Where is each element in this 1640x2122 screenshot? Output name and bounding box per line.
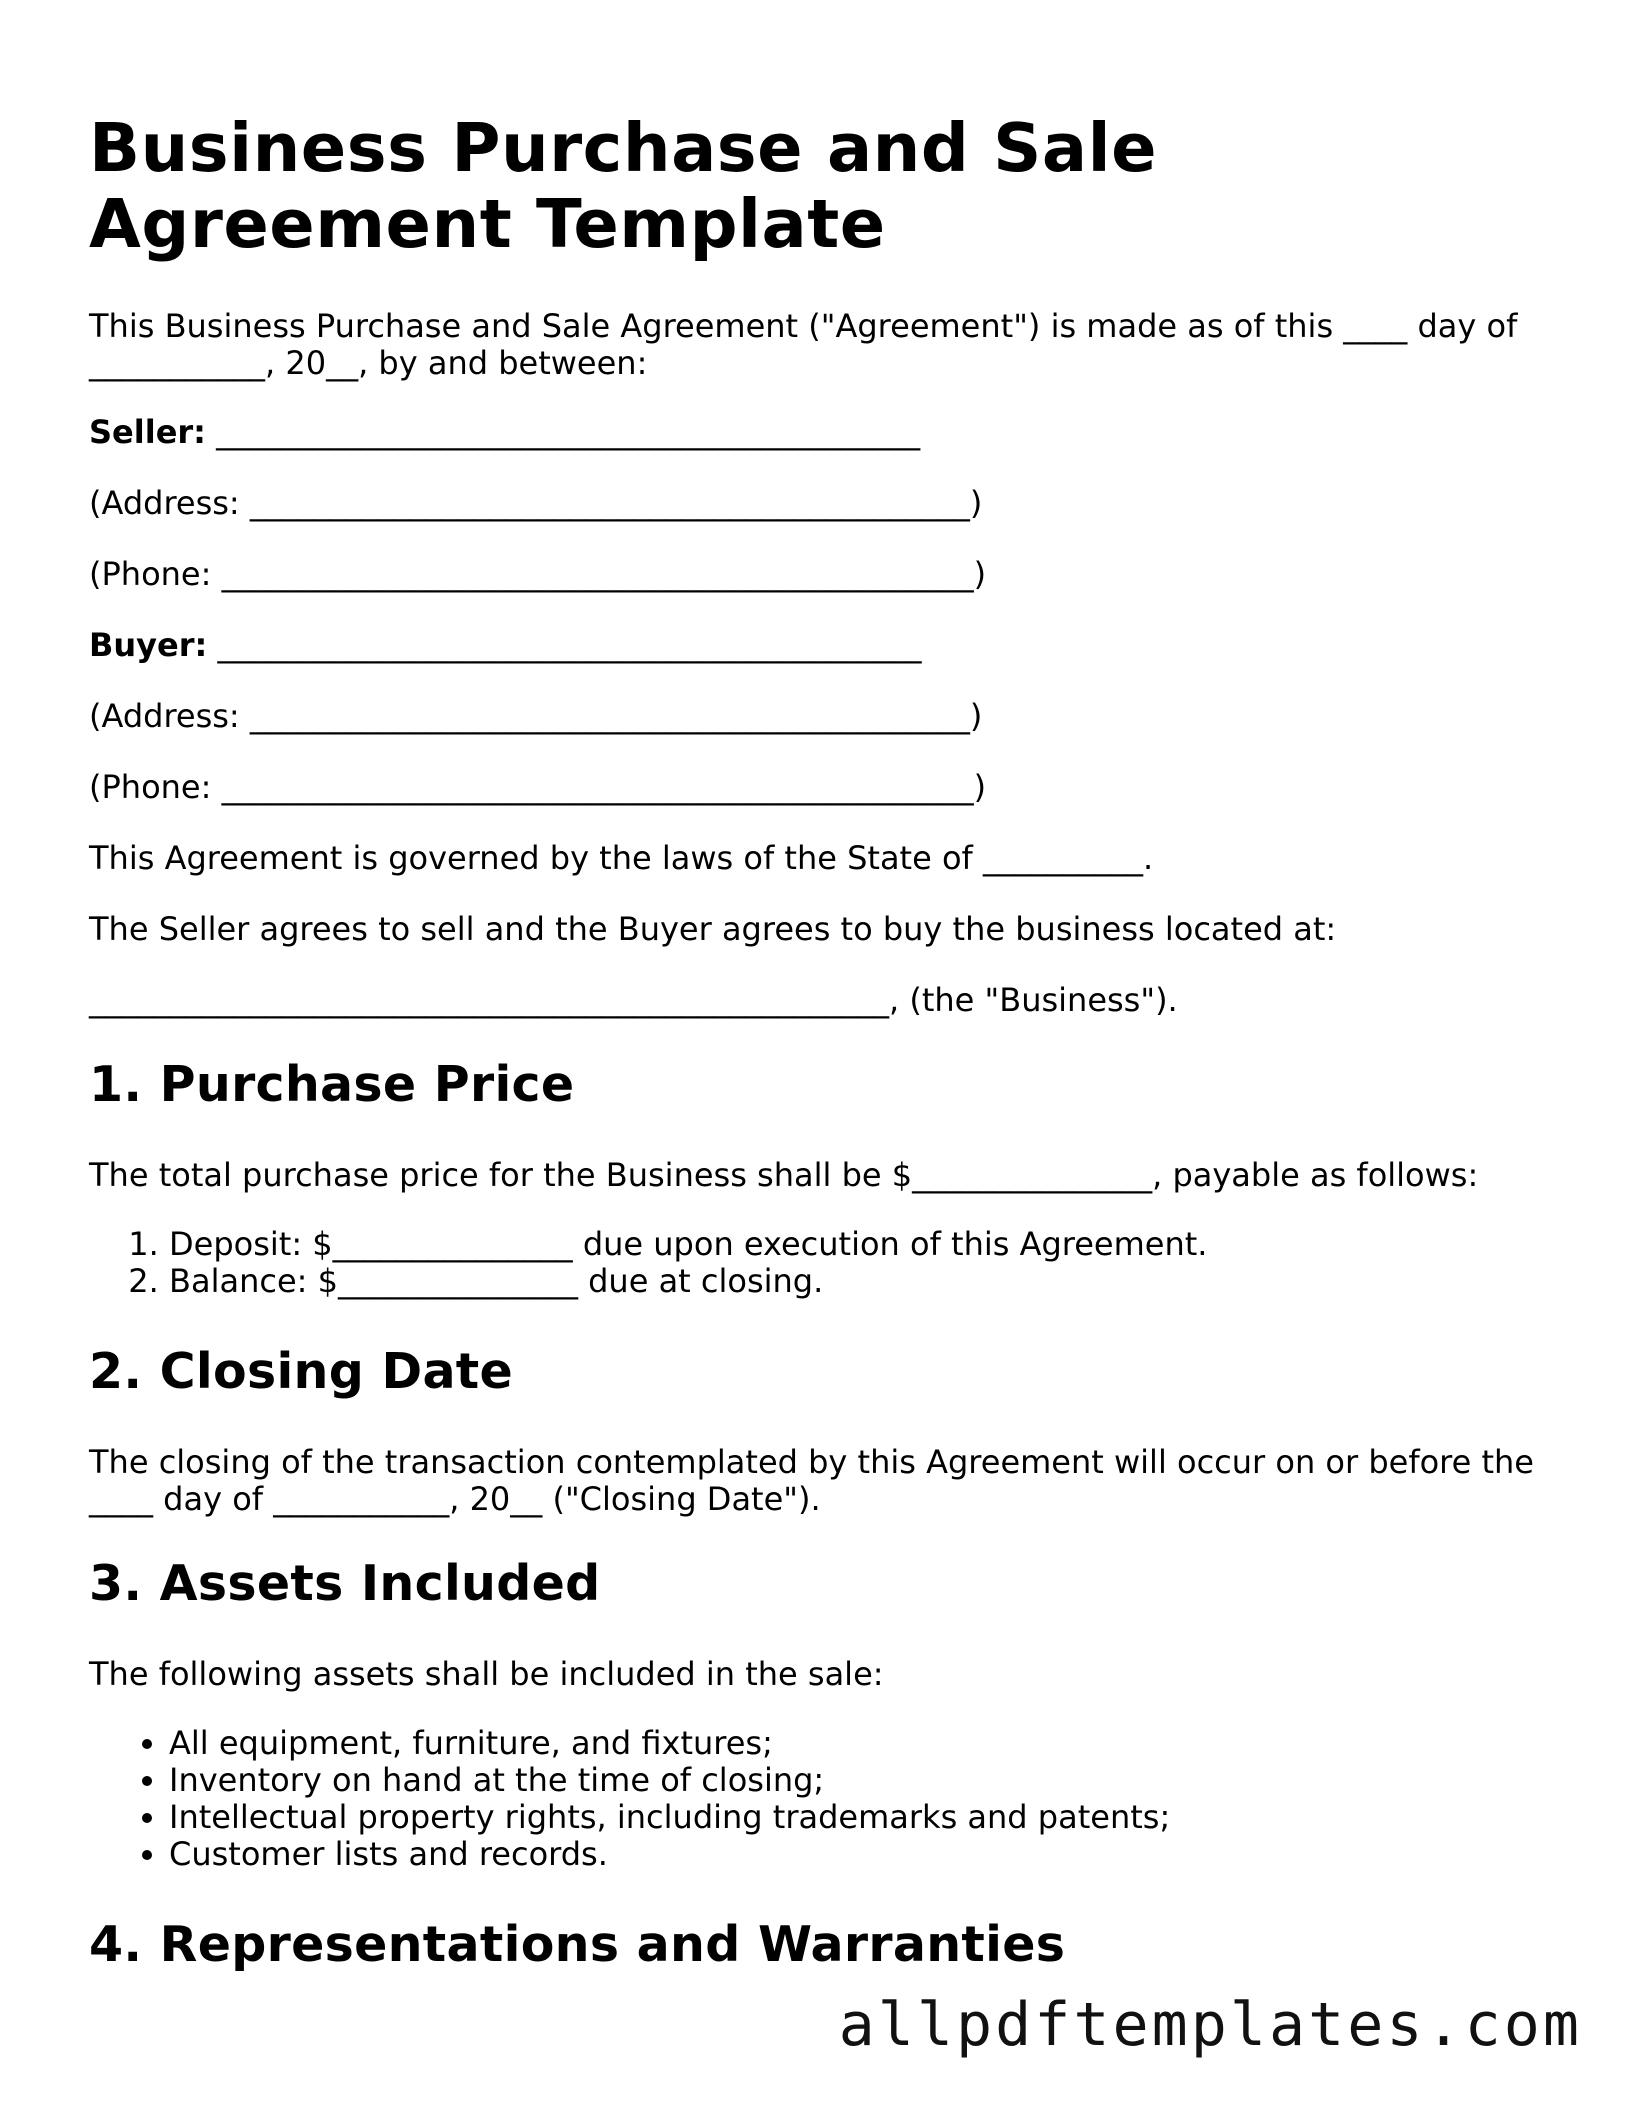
buyer-name-blank: ____________________________________________ — [207, 626, 922, 664]
closing-date-text: The closing of the transaction contemplated by this Agreement will occur on or before the ____ day of ___________, 20__ ("Closing Date"). — [89, 1443, 1534, 1518]
business-location-intro: The Seller agrees to sell and the Buyer agrees to buy the business located at: — [89, 910, 1337, 948]
buyer-label: Buyer: — [89, 626, 208, 664]
list-item: • Inventory on hand at the time of closing; — [169, 1762, 1569, 1799]
buyer-phone-line: (Phone: _______________________________________________) — [89, 768, 987, 806]
intro-paragraph: This Business Purchase and Sale Agreement ("Agreement") is made as of this ____ day of ___________, 20__, by and between: — [89, 307, 1518, 382]
assets-list — [89, 1725, 1569, 1873]
seller-address-line: (Address: _____________________________________________) — [89, 484, 983, 522]
governing-law-paragraph: This Agreement is governed by the laws of the State of __________. — [89, 839, 1154, 877]
buyer-address-line: (Address: _____________________________________________) — [89, 697, 983, 735]
representations-heading: 4. Representations and Warranties — [89, 1916, 1066, 1973]
seller-phone-line: (Phone: _______________________________________________) — [89, 555, 987, 593]
list-item: 2. Balance: $_______________ due at closing. — [169, 1263, 1569, 1300]
list-item: 1. Deposit: $_______________ due upon execution of this Agreement. — [169, 1226, 1569, 1263]
closing-date-heading: 2. Closing Date — [89, 1343, 514, 1400]
seller-name-line — [89, 414, 1569, 451]
document-page — [89, 110, 1569, 2017]
list-item: • All equipment, furniture, and fixtures; — [169, 1725, 1569, 1762]
list-item: • Customer lists and records. — [169, 1836, 1569, 1873]
seller-name-blank: ____________________________________________ — [205, 413, 921, 451]
purchase-price-heading: 1. Purchase Price — [89, 1056, 575, 1113]
list-item: • Intellectual property rights, including trademarks and patents; — [169, 1799, 1569, 1836]
watermark: allpdftemplates.com — [838, 1990, 1582, 2060]
seller-label: Seller: — [89, 413, 206, 451]
document-title: Business Purchase and Sale Agreement Template — [89, 109, 1158, 263]
assets-text: The following assets shall be included in the sale: — [89, 1655, 884, 1693]
business-location-blank: __________________________________________________, (the "Business"). — [89, 981, 1178, 1019]
payment-list — [89, 1226, 1569, 1300]
purchase-price-text: The total purchase price for the Business shall be $_______________, payable as follows: — [89, 1156, 1479, 1194]
assets-heading: 3. Assets Included — [89, 1555, 601, 1612]
buyer-name-line — [89, 627, 1569, 664]
